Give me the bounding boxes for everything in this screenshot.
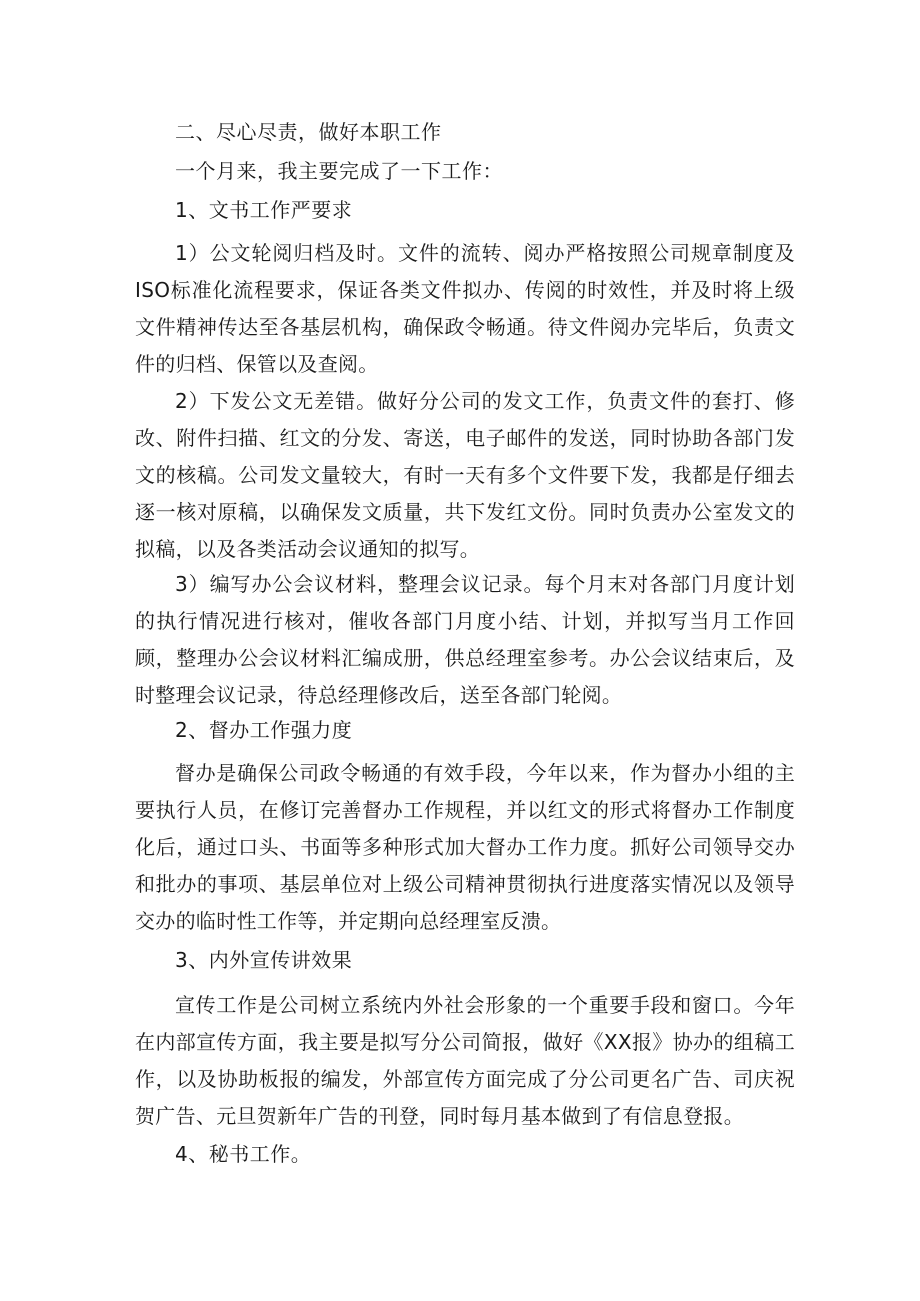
paragraph-archiving: 1）公文轮阅归档及时。文件的流转、阅办严格按照公司规章制度及ISO标准化流程要求，保证各类文件拟办、传阅的时效性，并及时将上级文件精神传达至各基层机构，确保政令畅通。待文件阅办完毕后，负责文件的归档、保管以及查阅。 — [135, 241, 795, 376]
paragraph-supervision: 督办是确保公司政令畅通的有效手段，今年以来，作为督办小组的主要执行人员，在修订完善督办工作规程，并以红文的形式将督办工作制度化后，通过口头、书面等多种形式加大督办工作力度。抓好公司领导交办和批办的事项、基层单位对上级公司精神贯彻执行进度落实情况以及领导交办的临时性工作等，并定期向总经理室反溃。 — [135, 761, 795, 933]
paragraph-publicity: 宣传工作是公司树立系统内外社会形象的一个重要手段和窗口。今年在内部宣传方面，我主要是拟写分公司简报，做好《XX报》协办的组稿工作，以及协助板报的编发，外部宣传方面完成了分公司更名广告、司庆祝贺广告、元旦贺新年广告的刊登，同时每月基本做到了有信息登报。 — [135, 993, 795, 1128]
subheading-secretary: 4、秘书工作。 — [175, 1142, 312, 1166]
subheading-document-work: 1、文书工作严要求 — [175, 198, 353, 222]
intro-line: 一个月来，我主要完成了一下工作： — [175, 159, 503, 183]
subheading-publicity: 3、内外宣传讲效果 — [175, 948, 353, 972]
paragraph-issuing: 2）下发公文无差错。做好分公司的发文工作，负责文件的套打、修改、附件扫描、红文的分发、寄送，电子邮件的发送，同时协助各部门发文的核稿。公司发文量较大，有时一天有多个文件要下发，我都是仔细去逐一核对原稿，以确保发文质量，共下发红文份。同时负责办公室发文的拟稿，以及各类活动会议通知的拟写。 — [135, 389, 795, 561]
subheading-supervision: 2、督办工作强力度 — [175, 718, 353, 742]
section-heading: 二、尽心尽责，做好本职工作 — [175, 120, 442, 144]
paragraph-meeting-materials: 3）编写办公会议材料，整理会议记录。每个月末对各部门月度计划的执行情况进行核对，催收各部门月度小结、计划，并拟写当月工作回顾，整理办公会议材料汇编成册，供总经理室参考。办公会议结束后，及时整理会议记录，待总经理修改后，送至各部门轮阅。 — [135, 572, 795, 707]
